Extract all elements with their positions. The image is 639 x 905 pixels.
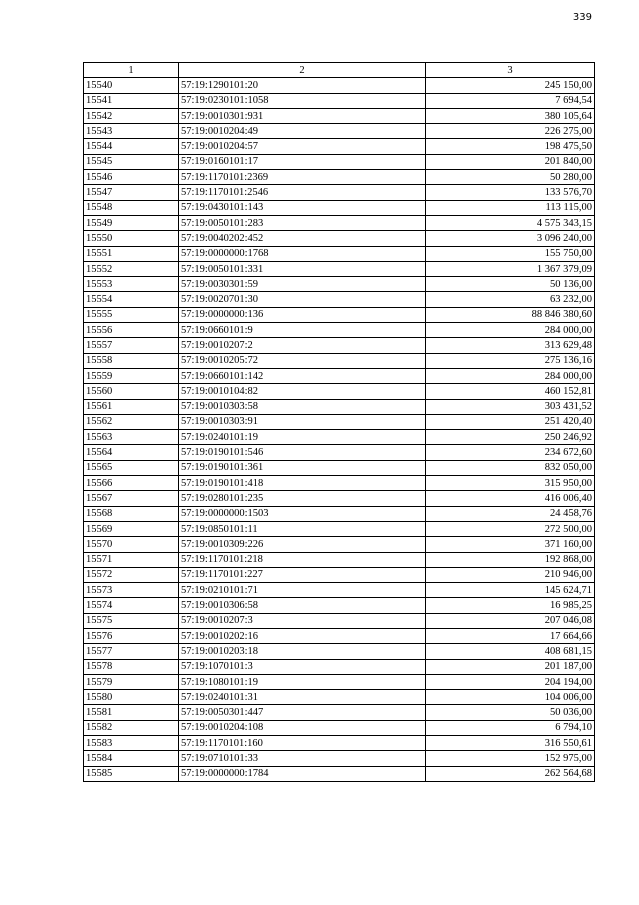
cadastral-number: 57:19:0010301:931: [179, 108, 426, 123]
cadastral-value: 250 246,92: [426, 430, 595, 445]
cadastral-number: 57:19:0240101:31: [179, 690, 426, 705]
cadastral-number: 57:19:0010207:2: [179, 338, 426, 353]
row-number: 15559: [84, 368, 179, 383]
table-row: [84, 506, 595, 521]
cadastral-number: 57:19:1290101:20: [179, 78, 426, 93]
table-row: [84, 384, 595, 399]
row-number: 15565: [84, 460, 179, 475]
cadastral-number: 57:19:0000000:1768: [179, 246, 426, 261]
cadastral-value: 16 985,25: [426, 598, 595, 613]
table-body: [84, 78, 595, 782]
cadastral-number: 57:19:0050301:447: [179, 705, 426, 720]
table-row: [84, 231, 595, 246]
table-header-row: [84, 63, 595, 78]
row-number: 15560: [84, 384, 179, 399]
cadastral-value: 3 096 240,00: [426, 231, 595, 246]
row-number: 15575: [84, 613, 179, 628]
cadastral-number: 57:19:0010104:82: [179, 384, 426, 399]
cadastral-number: 57:19:0190101:361: [179, 460, 426, 475]
cadastral-number: 57:19:0010203:18: [179, 644, 426, 659]
cadastral-value: 380 105,64: [426, 108, 595, 123]
table-row: [84, 108, 595, 123]
table-row: [84, 445, 595, 460]
registry-table: [83, 62, 595, 782]
cadastral-number: 57:19:0000000:1784: [179, 766, 426, 781]
row-number: 15542: [84, 108, 179, 123]
cadastral-value: 207 046,08: [426, 613, 595, 628]
row-number: 15566: [84, 476, 179, 491]
cadastral-value: 7 694,54: [426, 93, 595, 108]
row-number: 15545: [84, 154, 179, 169]
row-number: 15570: [84, 537, 179, 552]
row-number: 15555: [84, 307, 179, 322]
cadastral-number: 57:19:0230101:1058: [179, 93, 426, 108]
row-number: 15573: [84, 583, 179, 598]
table-row: [84, 521, 595, 536]
table-row: [84, 292, 595, 307]
cadastral-number: 57:19:0040202:452: [179, 231, 426, 246]
cadastral-value: 284 000,00: [426, 323, 595, 338]
row-number: 15554: [84, 292, 179, 307]
cadastral-value: 251 420,40: [426, 414, 595, 429]
row-number: 15551: [84, 246, 179, 261]
cadastral-number: 57:19:0010309:226: [179, 537, 426, 552]
table-row: [84, 460, 595, 475]
row-number: 15572: [84, 567, 179, 582]
cadastral-value: 201 187,00: [426, 659, 595, 674]
table-row: [84, 200, 595, 215]
cadastral-value: 408 681,15: [426, 644, 595, 659]
row-number: 15544: [84, 139, 179, 154]
table-row: [84, 674, 595, 689]
cadastral-number: 57:19:0050101:331: [179, 261, 426, 276]
table-row: [84, 277, 595, 292]
cadastral-number: 57:19:0000000:1503: [179, 506, 426, 521]
cadastral-number: 57:19:0050101:283: [179, 215, 426, 230]
row-number: 15576: [84, 628, 179, 643]
table-row: [84, 567, 595, 582]
cadastral-number: 57:19:0660101:9: [179, 323, 426, 338]
cadastral-value: 1 367 379,09: [426, 261, 595, 276]
row-number: 15558: [84, 353, 179, 368]
cadastral-value: 245 150,00: [426, 78, 595, 93]
table-row: [84, 338, 595, 353]
cadastral-value: 17 664,66: [426, 628, 595, 643]
cadastral-number: 57:19:0240101:19: [179, 430, 426, 445]
table-row: [84, 537, 595, 552]
table-row: [84, 766, 595, 781]
row-number: 15574: [84, 598, 179, 613]
row-number: 15582: [84, 720, 179, 735]
table-row: [84, 246, 595, 261]
row-number: 15550: [84, 231, 179, 246]
table-row: [84, 139, 595, 154]
table-row: [84, 215, 595, 230]
table-row: [84, 261, 595, 276]
cadastral-number: 57:19:1170101:227: [179, 567, 426, 582]
cadastral-value: 50 036,00: [426, 705, 595, 720]
cadastral-number: 57:19:0010303:91: [179, 414, 426, 429]
cadastral-value: 63 232,00: [426, 292, 595, 307]
cadastral-number: 57:19:0010205:72: [179, 353, 426, 368]
cadastral-number: 57:19:0010306:58: [179, 598, 426, 613]
table-row: [84, 720, 595, 735]
cadastral-value: 226 275,00: [426, 124, 595, 139]
cadastral-number: 57:19:0430101:143: [179, 200, 426, 215]
cadastral-value: 284 000,00: [426, 368, 595, 383]
table-row: [84, 552, 595, 567]
cadastral-value: 50 280,00: [426, 170, 595, 185]
cadastral-number: 57:19:1170101:160: [179, 736, 426, 751]
table-row: [84, 644, 595, 659]
cadastral-value: 6 794,10: [426, 720, 595, 735]
cadastral-number: 57:19:0010204:57: [179, 139, 426, 154]
row-number: 15556: [84, 323, 179, 338]
row-number: 15580: [84, 690, 179, 705]
cadastral-number: 57:19:0010202:16: [179, 628, 426, 643]
table-row: [84, 78, 595, 93]
row-number: 15568: [84, 506, 179, 521]
row-number: 15540: [84, 78, 179, 93]
table-row: [84, 430, 595, 445]
cadastral-number: 57:19:0850101:11: [179, 521, 426, 536]
table-row: [84, 659, 595, 674]
cadastral-number: 57:19:1170101:2369: [179, 170, 426, 185]
table-row: [84, 628, 595, 643]
row-number: 15581: [84, 705, 179, 720]
row-number: 15583: [84, 736, 179, 751]
table-row: [84, 323, 595, 338]
table-row: [84, 598, 595, 613]
row-number: 15584: [84, 751, 179, 766]
column-header-1: 1: [84, 63, 179, 78]
table-row: [84, 705, 595, 720]
table-row: [84, 185, 595, 200]
cadastral-value: 303 431,52: [426, 399, 595, 414]
cadastral-number: 57:19:0190101:418: [179, 476, 426, 491]
cadastral-value: 832 050,00: [426, 460, 595, 475]
cadastral-value: 152 975,00: [426, 751, 595, 766]
cadastral-number: 57:19:0660101:142: [179, 368, 426, 383]
cadastral-value: 198 475,50: [426, 139, 595, 154]
row-number: 15564: [84, 445, 179, 460]
row-number: 15553: [84, 277, 179, 292]
cadastral-number: 57:19:0210101:71: [179, 583, 426, 598]
cadastral-number: 57:19:0010204:108: [179, 720, 426, 735]
cadastral-value: 113 115,00: [426, 200, 595, 215]
row-number: 15577: [84, 644, 179, 659]
cadastral-value: 371 160,00: [426, 537, 595, 552]
cadastral-value: 210 946,00: [426, 567, 595, 582]
cadastral-value: 315 950,00: [426, 476, 595, 491]
table-row: [84, 399, 595, 414]
cadastral-value: 201 840,00: [426, 154, 595, 169]
table-row: [84, 491, 595, 506]
row-number: 15561: [84, 399, 179, 414]
table-row: [84, 736, 595, 751]
cadastral-value: 50 136,00: [426, 277, 595, 292]
row-number: 15578: [84, 659, 179, 674]
column-header-3: 3: [426, 63, 595, 78]
cadastral-value: 460 152,81: [426, 384, 595, 399]
cadastral-number: 57:19:0160101:17: [179, 154, 426, 169]
row-number: 15541: [84, 93, 179, 108]
cadastral-number: 57:19:1170101:2546: [179, 185, 426, 200]
cadastral-value: 145 624,71: [426, 583, 595, 598]
cadastral-value: 104 006,00: [426, 690, 595, 705]
row-number: 15585: [84, 766, 179, 781]
cadastral-value: 133 576,70: [426, 185, 595, 200]
table-row: [84, 124, 595, 139]
cadastral-value: 275 136,16: [426, 353, 595, 368]
cadastral-value: 4 575 343,15: [426, 215, 595, 230]
page-number: 339: [572, 12, 592, 23]
row-number: 15548: [84, 200, 179, 215]
cadastral-value: 192 868,00: [426, 552, 595, 567]
cadastral-number: 57:19:0280101:235: [179, 491, 426, 506]
cadastral-number: 57:19:0020701:30: [179, 292, 426, 307]
row-number: 15569: [84, 521, 179, 536]
table-row: [84, 476, 595, 491]
cadastral-value: 234 672,60: [426, 445, 595, 460]
table-row: [84, 613, 595, 628]
row-number: 15579: [84, 674, 179, 689]
table-row: [84, 751, 595, 766]
table-row: [84, 93, 595, 108]
cadastral-number: 57:19:1170101:218: [179, 552, 426, 567]
table-row: [84, 368, 595, 383]
table-row: [84, 170, 595, 185]
table-row: [84, 690, 595, 705]
row-number: 15549: [84, 215, 179, 230]
table-row: [84, 353, 595, 368]
row-number: 15547: [84, 185, 179, 200]
row-number: 15563: [84, 430, 179, 445]
row-number: 15562: [84, 414, 179, 429]
row-number: 15571: [84, 552, 179, 567]
cadastral-value: 204 194,00: [426, 674, 595, 689]
cadastral-value: 88 846 380,60: [426, 307, 595, 322]
row-number: 15546: [84, 170, 179, 185]
cadastral-number: 57:19:0030301:59: [179, 277, 426, 292]
cadastral-value: 262 564,68: [426, 766, 595, 781]
cadastral-number: 57:19:0710101:33: [179, 751, 426, 766]
cadastral-value: 24 458,76: [426, 506, 595, 521]
table-row: [84, 154, 595, 169]
cadastral-number: 57:19:1080101:19: [179, 674, 426, 689]
cadastral-number: 57:19:0010303:58: [179, 399, 426, 414]
cadastral-number: 57:19:0010207:3: [179, 613, 426, 628]
row-number: 15557: [84, 338, 179, 353]
cadastral-number: 57:19:0190101:546: [179, 445, 426, 460]
table-row: [84, 414, 595, 429]
cadastral-value: 155 750,00: [426, 246, 595, 261]
table-row: [84, 583, 595, 598]
cadastral-value: 313 629,48: [426, 338, 595, 353]
cadastral-value: 416 006,40: [426, 491, 595, 506]
cadastral-number: 57:19:1070101:3: [179, 659, 426, 674]
cadastral-value: 272 500,00: [426, 521, 595, 536]
row-number: 15543: [84, 124, 179, 139]
table-row: [84, 307, 595, 322]
cadastral-number: 57:19:0000000:136: [179, 307, 426, 322]
row-number: 15552: [84, 261, 179, 276]
column-header-2: 2: [179, 63, 426, 78]
row-number: 15567: [84, 491, 179, 506]
cadastral-number: 57:19:0010204:49: [179, 124, 426, 139]
cadastral-value: 316 550,61: [426, 736, 595, 751]
